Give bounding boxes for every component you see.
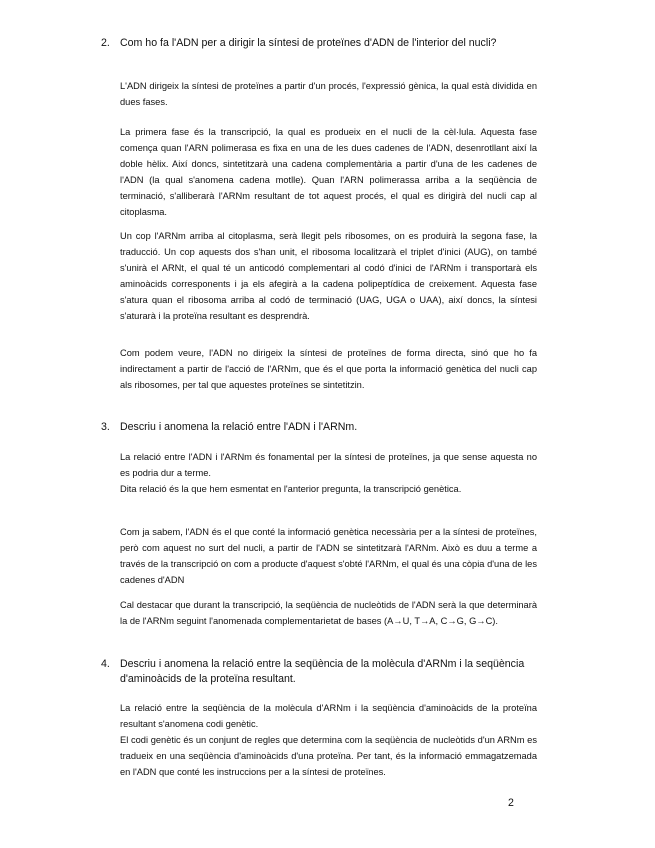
answer-paragraph [120, 598, 537, 630]
question-text: Com ho fa l'ADN per a dirigir la síntesi de proteïnes d'ADN de l'interior del nucli? [120, 37, 497, 49]
page-number: 2 [508, 797, 514, 809]
question-3-heading [101, 420, 537, 435]
answer-paragraph [120, 125, 537, 220]
answer-paragraph [120, 79, 537, 111]
question-number: 2. [101, 37, 110, 49]
question-4-heading [101, 657, 537, 688]
question-text: Descriu i anomena la relació entre la seqüència de la molècula d'ARNm i la seqüència d'aminoàcids de la proteïna resultant. [120, 658, 525, 686]
answer-line: El codi genètic és un conjunt de regles que determina com la seqüència de nucleòtids d'un ARNm es tradueix en una seqüència d'aminoàcids d'una proteïna. Per tant, és la informació emmagatzemada en l'ADN que conté les instruccions per a la síntesi de proteïnes. [120, 734, 537, 777]
answer-paragraph [120, 346, 537, 394]
answer-line: La relació entre la seqüència de la molècula d'ARNm i la seqüència d'aminoàcids de la proteïna resultant s'anomena codi genètic. [120, 703, 537, 729]
answer-line: L'ADN dirigeix la síntesi de proteïnes a partir d'un procés, l'expressió gènica, la qual està dividida en dues fases. [120, 81, 537, 107]
answer-line: Com ja sabem, l'ADN és el que conté la informació genètica necessària per a la síntesi de proteïnes, però com aquest no surt del nucli, a partir de l'ADN se sintetitzarà l'ARNm. Això es duu a terme a través de la transcripció on com a producte d'aquest s'obté l'ARNm, el qual és una còpia d'una de les cadenes d'ADN [120, 527, 537, 585]
answer-line: La relació entre l'ADN i l'ARNm és fonamental per la síntesi de proteïnes, ja que sense aquesta no es podria dur a terme. [120, 452, 537, 478]
question-number: 4. [101, 658, 110, 670]
question-2-heading [101, 36, 537, 51]
answer-paragraph [120, 229, 537, 324]
answer-line: Com podem veure, l'ADN no dirigeix la síntesi de proteïnes de forma directa, sinó que ho fa indirectament a partir de l'acció de l'ARNm, que és el que porta la informació genètica del nucli cap als ribosomes, per tal que aquestes proteïnes se sintetitzin. [120, 348, 537, 390]
answer-paragraph [120, 525, 537, 589]
answer-line: Un cop l'ARNm arriba al citoplasma, serà llegit pels ribosomes, on es produirà la segona fase, la traducció. Un cop aquests dos s'han unit, el ribosoma localitzarà el triplet d'inici (AUG), on també s'unirà el ARNt, el qual té un anticodó complementari al codó d'inici de l'ARNm i transportarà els aminoàcids corresponents i ja els afegirà a la cadena polipeptídica de creixement. Aquesta fase s'atura quan el ribosoma arriba al codó de terminació (UAG, UGA o UAA), així doncs, la síntesi s'aturarà i la proteïna resultant es desprendrà. [120, 231, 537, 321]
answer-line: Cal destacar que durant la transcripció, la seqüència de nucleòtids de l'ADN serà la que determinarà la de l'ARNm seguint l'anomenada complementarietat de bases (A→U, T→A, C→G, G→C). [120, 600, 537, 626]
question-text: Descriu i anomena la relació entre l'ADN i l'ARNm. [120, 421, 358, 433]
answer-paragraph [120, 701, 537, 781]
answer-line: La primera fase és la transcripció, la qual es produeix en el nucli de la cèl·lula. Aquesta fase comença quan l'ARN polimerasa es fixa en una de les dues cadenes de l'ADN, desenrotllant així la doble hèlix. Així doncs, sintetitzarà una cadena complementària a partir d'una de les cadenes de l'ADN (la qual s'anomena cadena motlle). Quan l'ARN polimerassa arriba a la seqüència de terminació, s'alliberarà l'ARNm resultant de tot aquest procés, el qual es dirigirà del nucli cap al citoplasma. [120, 127, 537, 217]
question-number: 3. [101, 421, 110, 433]
answer-paragraph [120, 450, 537, 498]
answer-line: Dita relació és la que hem esmentat en l'anterior pregunta, la transcripció genètica. [120, 483, 462, 494]
